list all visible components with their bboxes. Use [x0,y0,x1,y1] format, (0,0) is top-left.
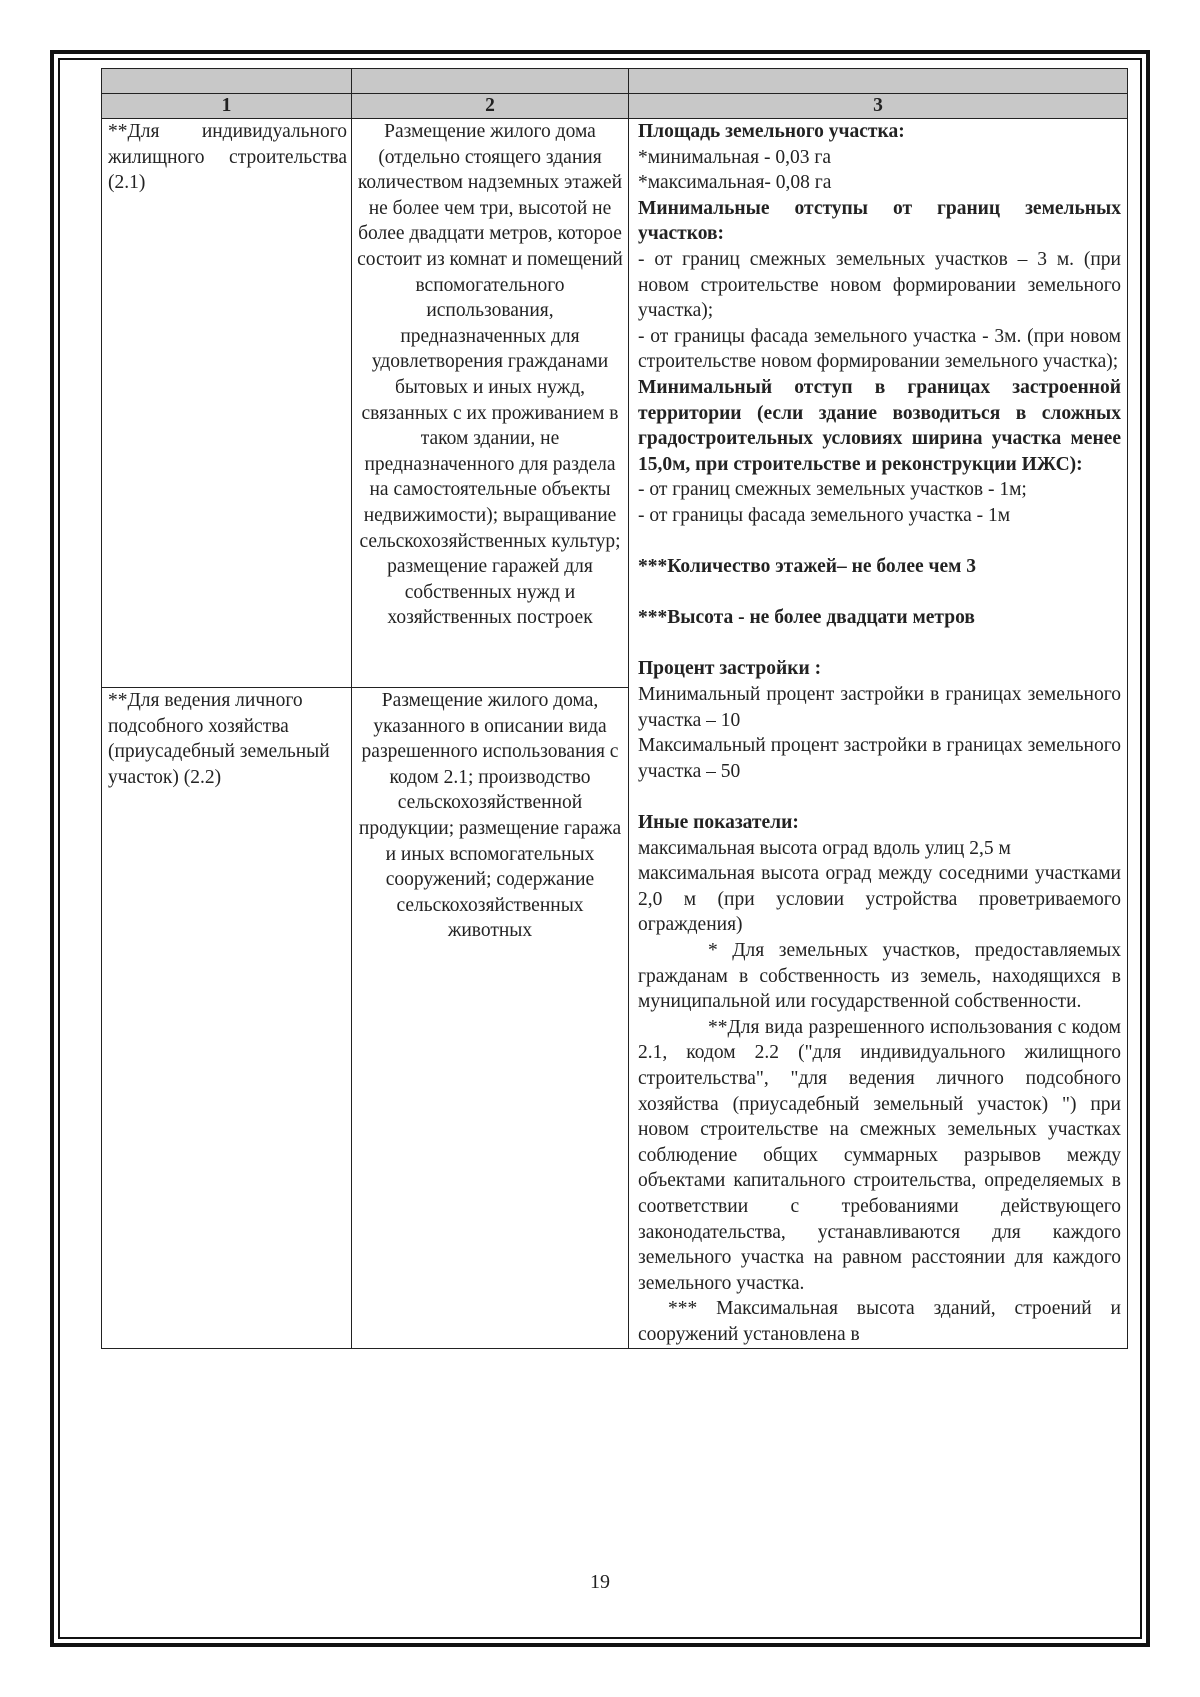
header-col-3: 3 [629,94,1128,119]
percent-title: Процент застройки : [638,658,822,680]
fence-neighbors: максимальная высота оград между соседними участками 2,0 м (при условии устройства проветриваемого ограждения) [638,863,1121,936]
area-title: Площадь земельного участка: [638,121,905,142]
use-type-cell [102,688,352,1349]
spacer [638,631,1121,657]
percent-min: Минимальный процент застройки в границах земельного участка – 10 [638,684,1121,731]
spacer [638,784,1121,810]
use-type-ijs: **Для индивидуального жилищного строительства (2.1) [108,121,347,194]
use-type-lph: **Для ведения личного подсобного хозяйства (приусадебный земельный участок) (2.2) [108,690,330,788]
spacer [638,529,1121,555]
built-setback-facade: - от границы фасада земельного участка - 1м [638,504,1011,526]
table-row [102,119,1128,688]
percent-max: Максимальный процент застройки в границах земельного участка – 50 [638,735,1121,782]
setback-facade: - от границы фасада земельного участка - 3м. (при новом строительстве новом формировании земельного участка); [638,325,1121,373]
use-description-lph: Размещение жилого дома, указанного в описании вида разрешенного использования с кодом 2.1; производство сельскохозяйственной продукции; размещение гаража и иных вспомогательных сооружений; содержание сельскохозяйственных животных [358,690,622,942]
footnote-1: * Для земельных участков, предоставляемых гражданам в собственность из земель, находящихся в муниципальной или государственной собственности. [638,940,1121,1013]
fence-street: максимальная высота оград вдоль улиц 2,5 м [638,837,1011,859]
table-header-row [102,94,1128,119]
shaded-cell [352,69,629,94]
shaded-cell [102,69,352,94]
spacer [638,580,1121,606]
floors-limit: ***Количество этажей– не более чем 3 [638,556,977,578]
built-setback-neighbors: - от границ смежных земельных участков - 1м; [638,479,1027,501]
built-area-title: Минимальный отступ в границах застроенной территории (если здание возводиться в сложных градостроительных условиях ширина участка менее 15,0м, при строительстве и реконструкции ИЖС): [638,376,1121,475]
page-number: 19 [590,1571,610,1593]
footnote-3: *** Максимальная высота зданий, строений и сооружений установлена в [638,1298,1121,1345]
table-top-shaded-row [102,69,1128,94]
shaded-cell [629,69,1128,94]
height-limit: ***Высота - не более двадцати метров [638,607,975,629]
area-max: *максимальная- 0,08 га [638,172,832,194]
use-description-ijs: Размещение жилого дома (отдельно стоящего здания количеством надземных этажей не более чем три, высотой не более двадцати метров, которое состоит из комнат и помещений вспомогательного использования, предназначенных для удовлетворения гражданами бытовых и иных нужд, связанных с их проживанием в таком здании, не предназначенного для раздела на самостоятельные объекты недвижимости); выращивание сельскохозяйственных культур; размещение гаражей для собственных нужд и хозяйственных построек [357,121,623,629]
header-col-1: 1 [102,94,352,119]
use-description-cell [352,688,629,1349]
other-title: Иные показатели: [638,812,799,834]
setback-neighbors: - от границ смежных земельных участков – 3 м. (при новом строительстве новом формировании земельного участка); [638,248,1121,322]
area-min: *минимальная - 0,03 га [638,146,832,168]
setbacks-title: Минимальные отступы от границ земельных участков: [638,197,1121,245]
header-col-2: 2 [352,94,629,119]
regulations-table [101,68,1128,1349]
use-description-cell [352,119,629,688]
footnote-2: **Для вида разрешенного использования с кодом 2.1, кодом 2.2 ("для индивидуального жилищного строительства", "для ведения личного подсобного хозяйства (приусадебный земельный участок) ") при новом строительстве на смежных земельных участках соблюдение общих суммарных разрывов между объектами капитального строительства, определяемых в соответствии с требованиями действующего законодательства, устанавливаются для каждого земельного участка на равном расстоянии для каждого земельного участка. [638,1016,1121,1294]
use-type-cell [102,119,352,688]
parameters-cell [629,119,1128,1349]
